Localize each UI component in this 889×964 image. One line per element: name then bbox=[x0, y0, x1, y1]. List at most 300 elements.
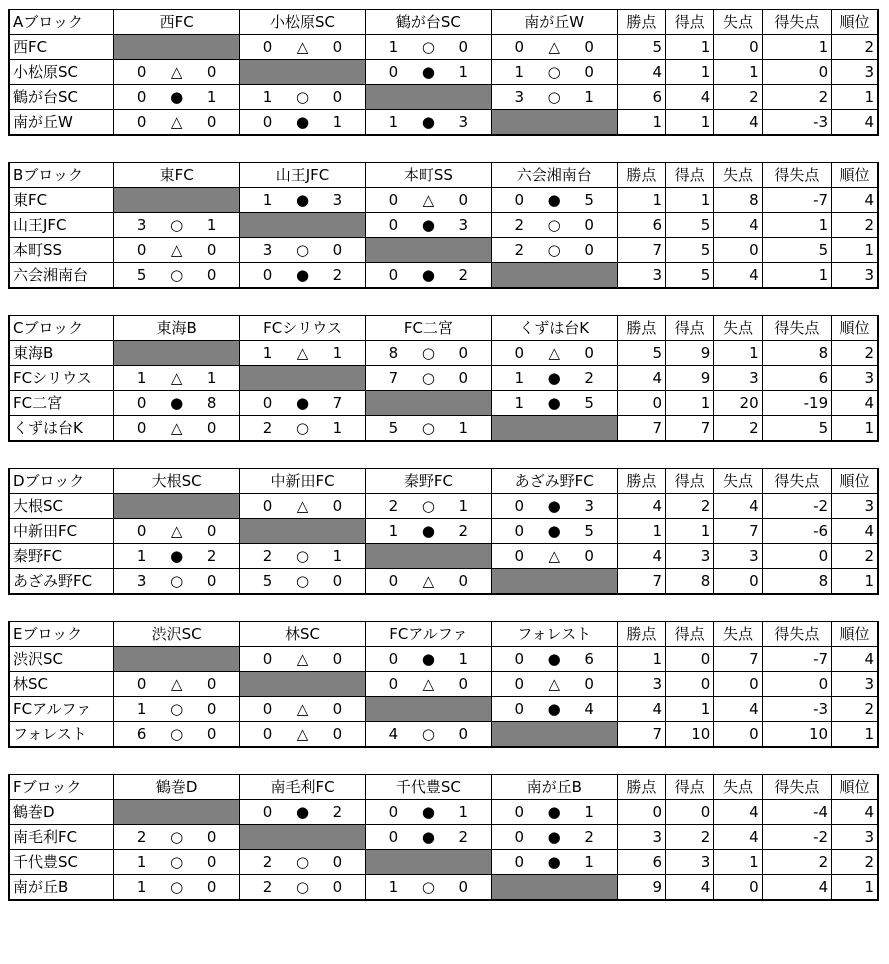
stat-header: 失点 bbox=[714, 622, 762, 647]
stat-value: 8 bbox=[714, 188, 762, 213]
result-symbol: ○ bbox=[170, 853, 184, 871]
match-result-cell bbox=[491, 672, 617, 697]
stat-value: 1 bbox=[665, 35, 713, 60]
stat-value: 0 bbox=[714, 238, 762, 263]
stat-value: 4 bbox=[714, 263, 762, 289]
score-against: 0 bbox=[584, 216, 594, 234]
score-against: 3 bbox=[584, 497, 594, 515]
self-match-cell bbox=[365, 238, 491, 263]
score-against: 0 bbox=[332, 725, 343, 743]
stat-value: -2 bbox=[762, 825, 831, 850]
stat-value: 5 bbox=[762, 416, 831, 442]
stat-value: 0 bbox=[762, 544, 831, 569]
match-result-cell bbox=[240, 569, 366, 595]
result-symbol: ○ bbox=[421, 38, 435, 56]
self-match-cell bbox=[491, 569, 617, 595]
score-for: 3 bbox=[514, 88, 525, 106]
stat-value: 1 bbox=[665, 60, 713, 85]
result-symbol: ○ bbox=[170, 572, 184, 590]
match-score bbox=[492, 188, 617, 212]
result-symbol: ● bbox=[170, 394, 184, 412]
stat-value: 9 bbox=[665, 341, 713, 366]
score-for: 1 bbox=[514, 63, 525, 81]
stat-header: 勝点 bbox=[617, 163, 665, 188]
result-symbol: ● bbox=[547, 700, 561, 718]
match-score bbox=[114, 238, 239, 262]
match-result-cell bbox=[114, 544, 240, 569]
match-result-cell bbox=[114, 519, 240, 544]
score-against: 1 bbox=[332, 547, 343, 565]
score-for: 1 bbox=[262, 344, 273, 362]
stat-value: 4 bbox=[617, 544, 665, 569]
stat-header: 得失点 bbox=[762, 469, 831, 494]
stat-value: 0 bbox=[714, 35, 762, 60]
result-symbol: ● bbox=[547, 522, 561, 540]
self-match-cell bbox=[240, 366, 366, 391]
stat-value: 2 bbox=[832, 35, 878, 60]
score-against: 1 bbox=[206, 369, 217, 387]
stat-value: 2 bbox=[832, 213, 878, 238]
result-symbol: ● bbox=[547, 803, 561, 821]
match-result-cell bbox=[114, 391, 240, 416]
result-symbol: △ bbox=[170, 369, 183, 387]
score-for: 0 bbox=[388, 216, 399, 234]
stat-value: 2 bbox=[762, 850, 831, 875]
score-against: 2 bbox=[458, 522, 469, 540]
match-score bbox=[240, 391, 365, 415]
score-for: 0 bbox=[136, 394, 147, 412]
table-row bbox=[9, 366, 878, 391]
match-result-cell bbox=[491, 494, 617, 519]
self-match-cell bbox=[365, 850, 491, 875]
stat-value: 0 bbox=[714, 672, 762, 697]
match-result-cell bbox=[114, 672, 240, 697]
score-for: 1 bbox=[262, 191, 273, 209]
stat-value: 7 bbox=[665, 416, 713, 442]
result-symbol: ● bbox=[547, 394, 561, 412]
block-title: Eブロック bbox=[9, 622, 114, 647]
result-symbol: ● bbox=[421, 522, 435, 540]
stat-value: 9 bbox=[665, 366, 713, 391]
result-symbol: △ bbox=[422, 191, 435, 209]
self-match-cell bbox=[491, 263, 617, 289]
result-symbol: ● bbox=[295, 191, 310, 209]
self-match-cell bbox=[114, 188, 240, 213]
score-for: 0 bbox=[136, 675, 147, 693]
score-against: 0 bbox=[332, 853, 343, 871]
stat-value: -19 bbox=[762, 391, 831, 416]
result-symbol: △ bbox=[548, 38, 560, 56]
stat-value: 7 bbox=[617, 569, 665, 595]
table-row bbox=[9, 416, 878, 442]
stat-value: 2 bbox=[762, 85, 831, 110]
score-against: 0 bbox=[332, 572, 343, 590]
column-team-name: 千代豊SC bbox=[365, 775, 491, 800]
score-against: 1 bbox=[458, 63, 469, 81]
column-team-name: フォレスト bbox=[491, 622, 617, 647]
score-for: 0 bbox=[514, 828, 525, 846]
stat-value: 4 bbox=[832, 391, 878, 416]
score-for: 1 bbox=[136, 547, 147, 565]
stat-value: 6 bbox=[617, 213, 665, 238]
score-for: 0 bbox=[514, 700, 525, 718]
stat-header: 勝点 bbox=[617, 316, 665, 341]
stat-header: 順位 bbox=[832, 163, 878, 188]
stat-value: 0 bbox=[665, 800, 713, 825]
score-for: 1 bbox=[388, 38, 399, 56]
stat-value: 4 bbox=[832, 188, 878, 213]
match-score bbox=[366, 416, 491, 440]
match-score bbox=[366, 722, 491, 746]
match-score bbox=[114, 875, 239, 899]
result-symbol: ● bbox=[547, 650, 561, 668]
stat-value: 2 bbox=[832, 850, 878, 875]
standings-tables bbox=[8, 9, 879, 927]
match-score bbox=[114, 850, 239, 874]
score-for: 0 bbox=[514, 522, 525, 540]
result-symbol: ● bbox=[547, 191, 561, 209]
table-row bbox=[9, 263, 878, 289]
match-score bbox=[492, 238, 617, 262]
score-against: 0 bbox=[584, 63, 594, 81]
stat-value: 4 bbox=[617, 60, 665, 85]
score-against: 0 bbox=[206, 853, 217, 871]
score-for: 0 bbox=[136, 522, 147, 540]
result-symbol: △ bbox=[170, 675, 183, 693]
stat-header: 失点 bbox=[714, 316, 762, 341]
score-for: 0 bbox=[262, 38, 273, 56]
result-symbol: ○ bbox=[295, 547, 310, 565]
score-against: 2 bbox=[458, 266, 469, 284]
result-symbol: △ bbox=[548, 675, 560, 693]
result-symbol: ○ bbox=[295, 419, 310, 437]
table-row bbox=[9, 800, 878, 825]
score-against: 0 bbox=[206, 675, 217, 693]
score-for: 0 bbox=[262, 394, 273, 412]
stat-value: 1 bbox=[665, 110, 713, 136]
result-symbol: ● bbox=[295, 394, 310, 412]
result-symbol: ○ bbox=[421, 878, 435, 896]
stat-value: 2 bbox=[665, 494, 713, 519]
stat-value: 7 bbox=[714, 647, 762, 672]
result-symbol: ● bbox=[421, 828, 435, 846]
score-against: 1 bbox=[458, 497, 469, 515]
match-result-cell bbox=[365, 60, 491, 85]
stat-value: 1 bbox=[665, 188, 713, 213]
match-score bbox=[366, 494, 491, 518]
score-against: 1 bbox=[458, 419, 469, 437]
stat-value: -3 bbox=[762, 110, 831, 136]
stat-value: 7 bbox=[617, 722, 665, 748]
score-for: 0 bbox=[136, 241, 147, 259]
self-match-cell bbox=[491, 416, 617, 442]
score-against: 0 bbox=[206, 572, 217, 590]
block-table bbox=[8, 774, 879, 901]
stat-value: 2 bbox=[665, 825, 713, 850]
self-match-cell bbox=[240, 60, 366, 85]
score-against: 0 bbox=[458, 191, 469, 209]
stat-value: 1 bbox=[832, 875, 878, 901]
stat-value: 4 bbox=[832, 519, 878, 544]
column-team-name: 林SC bbox=[240, 622, 366, 647]
column-team-name: 西FC bbox=[114, 10, 240, 35]
block-table bbox=[8, 162, 879, 289]
stat-value: 6 bbox=[617, 85, 665, 110]
match-result-cell bbox=[240, 494, 366, 519]
row-team-name: 渋沢SC bbox=[9, 647, 114, 672]
row-team-name: 鶴が台SC bbox=[9, 85, 114, 110]
block-table bbox=[8, 621, 879, 748]
table-row bbox=[9, 569, 878, 595]
match-score bbox=[114, 366, 239, 390]
score-against: 6 bbox=[584, 650, 594, 668]
match-score bbox=[240, 850, 365, 874]
match-score bbox=[240, 188, 365, 212]
match-score bbox=[366, 35, 491, 59]
block-title: Cブロック bbox=[9, 316, 114, 341]
match-score bbox=[366, 60, 491, 84]
stat-value: 1 bbox=[665, 697, 713, 722]
match-result-cell bbox=[240, 416, 366, 442]
score-for: 0 bbox=[388, 650, 399, 668]
column-team-name: 六会湘南台 bbox=[491, 163, 617, 188]
match-score bbox=[492, 825, 617, 849]
score-for: 0 bbox=[388, 63, 399, 81]
result-symbol: △ bbox=[296, 344, 309, 362]
score-against: 0 bbox=[206, 522, 217, 540]
score-against: 0 bbox=[458, 675, 469, 693]
match-score bbox=[114, 60, 239, 84]
score-for: 1 bbox=[514, 394, 525, 412]
result-symbol: ○ bbox=[170, 700, 184, 718]
score-against: 0 bbox=[206, 113, 217, 131]
self-match-cell bbox=[114, 800, 240, 825]
score-for: 2 bbox=[388, 497, 399, 515]
score-against: 0 bbox=[584, 38, 594, 56]
block-table bbox=[8, 315, 879, 442]
score-against: 1 bbox=[584, 853, 594, 871]
stat-value: 6 bbox=[762, 366, 831, 391]
score-for: 0 bbox=[136, 113, 147, 131]
score-against: 5 bbox=[584, 191, 594, 209]
score-against: 0 bbox=[332, 38, 343, 56]
column-team-name: FCシリウス bbox=[240, 316, 366, 341]
match-result-cell bbox=[114, 850, 240, 875]
column-team-name: FCアルファ bbox=[365, 622, 491, 647]
stat-header: 失点 bbox=[714, 775, 762, 800]
stat-value: 4 bbox=[714, 697, 762, 722]
score-for: 2 bbox=[262, 878, 273, 896]
match-score bbox=[240, 569, 365, 593]
self-match-cell bbox=[114, 341, 240, 366]
stat-value: 9 bbox=[617, 875, 665, 901]
match-result-cell bbox=[114, 110, 240, 136]
stat-value: 2 bbox=[832, 544, 878, 569]
stat-header: 得失点 bbox=[762, 10, 831, 35]
match-result-cell bbox=[365, 647, 491, 672]
match-score bbox=[114, 416, 239, 440]
stat-header: 勝点 bbox=[617, 622, 665, 647]
self-match-cell bbox=[365, 85, 491, 110]
match-score bbox=[492, 366, 617, 390]
score-for: 0 bbox=[262, 725, 273, 743]
match-result-cell bbox=[114, 85, 240, 110]
table-row bbox=[9, 188, 878, 213]
result-symbol: ○ bbox=[547, 241, 561, 259]
score-against: 0 bbox=[206, 878, 217, 896]
stat-value: 4 bbox=[665, 875, 713, 901]
result-symbol: ○ bbox=[295, 853, 310, 871]
result-symbol: ● bbox=[547, 853, 561, 871]
stat-header: 勝点 bbox=[617, 775, 665, 800]
stat-value: 1 bbox=[617, 188, 665, 213]
match-score bbox=[492, 35, 617, 59]
score-against: 1 bbox=[584, 803, 594, 821]
stat-value: 4 bbox=[617, 697, 665, 722]
score-against: 0 bbox=[458, 572, 469, 590]
stat-value: 1 bbox=[617, 647, 665, 672]
stat-value: 2 bbox=[714, 416, 762, 442]
match-result-cell bbox=[240, 391, 366, 416]
stat-value: 1 bbox=[714, 850, 762, 875]
score-against: 0 bbox=[206, 700, 217, 718]
result-symbol: △ bbox=[296, 700, 309, 718]
score-against: 0 bbox=[206, 725, 217, 743]
stat-value: 1 bbox=[832, 416, 878, 442]
score-for: 0 bbox=[514, 650, 525, 668]
score-against: 1 bbox=[458, 803, 469, 821]
score-for: 1 bbox=[136, 700, 147, 718]
stat-value: -3 bbox=[762, 697, 831, 722]
score-against: 0 bbox=[332, 700, 343, 718]
row-team-name: 林SC bbox=[9, 672, 114, 697]
score-for: 0 bbox=[514, 675, 525, 693]
match-score bbox=[492, 391, 617, 415]
score-against: 0 bbox=[584, 675, 594, 693]
stat-value: 1 bbox=[762, 263, 831, 289]
stat-header: 得点 bbox=[665, 622, 713, 647]
result-symbol: ● bbox=[421, 216, 435, 234]
row-team-name: FCシリウス bbox=[9, 366, 114, 391]
stat-value: 4 bbox=[832, 800, 878, 825]
match-score bbox=[114, 697, 239, 721]
stat-value: 3 bbox=[714, 366, 762, 391]
stat-value: 4 bbox=[617, 494, 665, 519]
stat-value: 5 bbox=[665, 238, 713, 263]
row-team-name: 千代豊SC bbox=[9, 850, 114, 875]
match-score bbox=[240, 263, 365, 287]
match-result-cell bbox=[491, 85, 617, 110]
result-symbol: ○ bbox=[295, 88, 310, 106]
score-for: 3 bbox=[136, 216, 147, 234]
match-score bbox=[492, 60, 617, 84]
match-score bbox=[114, 825, 239, 849]
stat-header: 順位 bbox=[832, 10, 878, 35]
score-against: 0 bbox=[332, 497, 343, 515]
result-symbol: ○ bbox=[547, 63, 561, 81]
match-result-cell bbox=[240, 544, 366, 569]
match-score bbox=[240, 647, 365, 671]
stat-header: 得失点 bbox=[762, 775, 831, 800]
stat-value: 4 bbox=[714, 110, 762, 136]
score-against: 0 bbox=[332, 878, 343, 896]
stat-header: 得点 bbox=[665, 316, 713, 341]
stat-value: 1 bbox=[714, 60, 762, 85]
match-result-cell bbox=[114, 697, 240, 722]
match-result-cell bbox=[491, 391, 617, 416]
stat-value: 3 bbox=[714, 544, 762, 569]
stat-value: 4 bbox=[832, 647, 878, 672]
stat-value: 1 bbox=[832, 722, 878, 748]
stat-value: 10 bbox=[762, 722, 831, 748]
match-score bbox=[366, 110, 491, 134]
match-result-cell bbox=[114, 875, 240, 901]
stat-value: 4 bbox=[714, 825, 762, 850]
score-for: 0 bbox=[514, 547, 525, 565]
table-row bbox=[9, 519, 878, 544]
score-for: 1 bbox=[388, 878, 399, 896]
stat-header: 得失点 bbox=[762, 163, 831, 188]
result-symbol: △ bbox=[296, 725, 309, 743]
score-for: 2 bbox=[262, 547, 273, 565]
match-result-cell bbox=[240, 341, 366, 366]
score-for: 5 bbox=[136, 266, 147, 284]
score-for: 0 bbox=[388, 675, 399, 693]
score-for: 0 bbox=[388, 572, 399, 590]
column-team-name: 南が丘W bbox=[491, 10, 617, 35]
stat-header: 勝点 bbox=[617, 469, 665, 494]
score-for: 0 bbox=[514, 344, 525, 362]
match-result-cell bbox=[365, 519, 491, 544]
column-team-name: 大根SC bbox=[114, 469, 240, 494]
table-row bbox=[9, 850, 878, 875]
result-symbol: △ bbox=[170, 522, 183, 540]
stat-value: 0 bbox=[762, 60, 831, 85]
score-against: 2 bbox=[332, 803, 343, 821]
stat-value: 8 bbox=[762, 341, 831, 366]
score-for: 2 bbox=[514, 241, 525, 259]
row-team-name: あざみ野FC bbox=[9, 569, 114, 595]
match-score bbox=[114, 391, 239, 415]
stat-header: 得失点 bbox=[762, 316, 831, 341]
stat-value: 1 bbox=[665, 391, 713, 416]
stat-value: 2 bbox=[832, 697, 878, 722]
match-result-cell bbox=[365, 722, 491, 748]
stat-value: 8 bbox=[665, 569, 713, 595]
match-score bbox=[492, 85, 617, 109]
score-for: 1 bbox=[388, 113, 399, 131]
result-symbol: ● bbox=[547, 828, 561, 846]
score-for: 0 bbox=[136, 63, 147, 81]
match-result-cell bbox=[114, 213, 240, 238]
result-symbol: ○ bbox=[421, 725, 435, 743]
match-score bbox=[240, 800, 365, 824]
score-against: 3 bbox=[458, 216, 469, 234]
self-match-cell bbox=[491, 110, 617, 136]
stat-value: 3 bbox=[832, 672, 878, 697]
stat-value: 2 bbox=[714, 85, 762, 110]
score-for: 0 bbox=[262, 113, 273, 131]
score-against: 1 bbox=[332, 113, 343, 131]
row-team-name: 南が丘W bbox=[9, 110, 114, 136]
match-score bbox=[240, 341, 365, 365]
score-against: 1 bbox=[206, 216, 217, 234]
row-team-name: 六会湘南台 bbox=[9, 263, 114, 289]
match-score bbox=[366, 647, 491, 671]
score-against: 2 bbox=[584, 369, 594, 387]
header-row bbox=[9, 775, 878, 800]
score-for: 2 bbox=[514, 216, 525, 234]
